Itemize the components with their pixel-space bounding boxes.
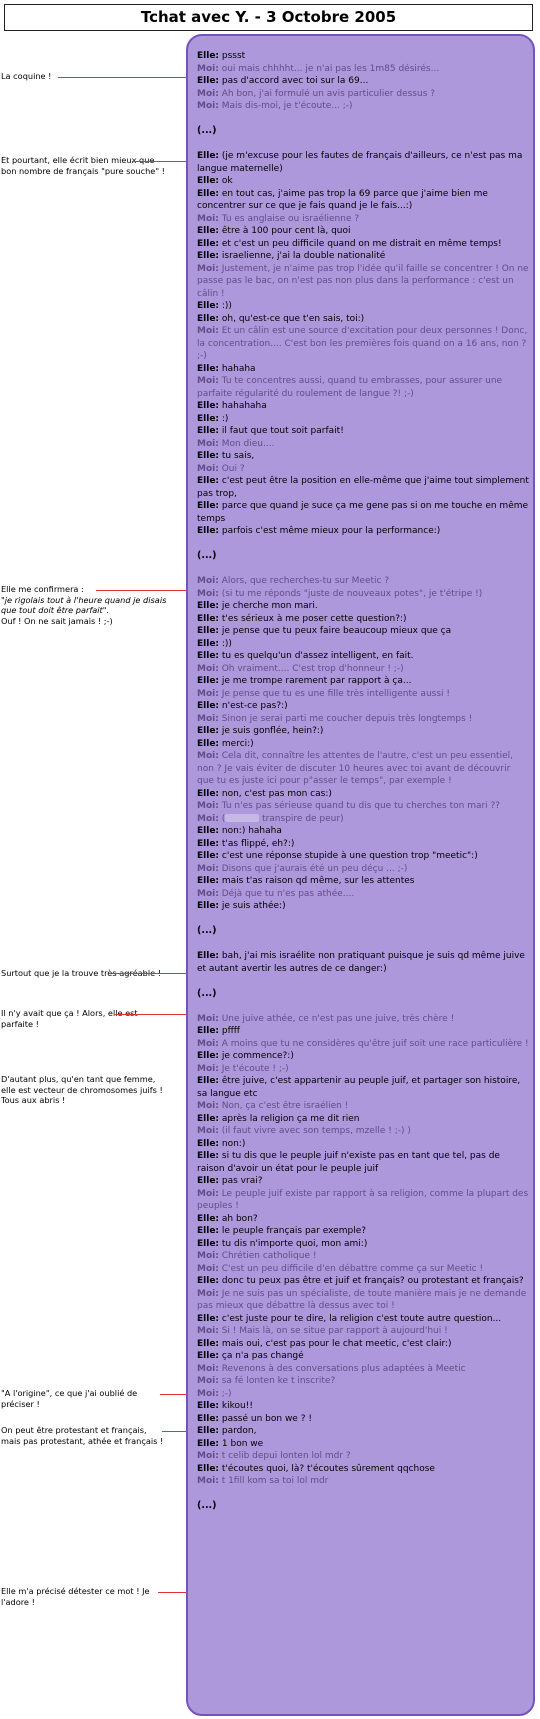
chat-spacer (197, 975, 529, 988)
message-text: ok (219, 176, 233, 186)
message-text: pffff (219, 1026, 241, 1036)
message-text: tu dis n'importe quoi, mon ami:) (219, 1238, 368, 1249)
chat-message-elle (197, 1213, 529, 1226)
chat-message-elle (197, 1075, 529, 1100)
message-text: hahahaha (219, 401, 267, 411)
speaker-label: Moi: (197, 1388, 219, 1399)
chat-message-elle (197, 1225, 529, 1238)
message-text: Oui ? (218, 463, 245, 474)
message-text: il faut que tout soit parfait! (219, 426, 344, 436)
message-text: tu sais, (219, 451, 255, 461)
annotation-connector (112, 973, 191, 974)
message-text: Mon dieu.... (218, 438, 275, 449)
chat-spacer (197, 563, 529, 576)
annotation-connector (96, 590, 191, 591)
speaker-label: Elle: (197, 301, 220, 311)
chat-spacer (197, 113, 529, 126)
chat-message-moi (197, 1263, 529, 1276)
message-text: Oh vraiment.... C'est trop d'honneur ! ;-) (218, 663, 404, 674)
chat-message-elle (197, 1438, 529, 1451)
message-text: ça n'a pas changé (219, 1351, 304, 1361)
chat-message-moi (197, 100, 529, 113)
speaker-label: Elle: (197, 1276, 220, 1286)
chat-message-moi (197, 1475, 529, 1488)
chat-message-elle (197, 675, 529, 688)
note-intro: Elle me confirmera : (1, 584, 84, 594)
message-text: après la religion ça me dit rien (219, 1113, 360, 1124)
chat-message-moi (197, 1388, 529, 1401)
chat-message-elle (197, 1413, 529, 1426)
chat-message-moi (197, 1363, 529, 1376)
message-text: mais t'as raison qd même, sur les attentes (219, 876, 415, 886)
speaker-label: Moi: (197, 1063, 219, 1074)
speaker-label: Elle: (197, 788, 220, 799)
chat-message-elle (197, 638, 529, 651)
chat-message-moi (197, 1125, 529, 1138)
speaker-label: Elle: (197, 838, 220, 849)
chat-ellipsis: (...) (197, 125, 217, 136)
speaker-label: Elle: (197, 1151, 220, 1161)
chat-message-moi (197, 375, 529, 400)
message-text: Tu es anglaise ou israélienne ? (218, 213, 360, 224)
chat-message-moi (197, 263, 529, 301)
speaker-label: Elle: (197, 601, 220, 611)
chat-ellipsis: (...) (197, 987, 217, 999)
chat-message-moi (197, 663, 529, 676)
speaker-label: Elle: (197, 651, 220, 661)
chat-spacer (197, 1488, 529, 1501)
message-text: pas vrai? (219, 1176, 263, 1186)
chat-message-moi (197, 88, 529, 101)
speaker-label: Moi: (197, 263, 219, 274)
speaker-label: Moi: (197, 376, 219, 386)
annotation-note: Surtout que je la trouve très agréable ! (1, 968, 162, 978)
message-text: :)) (219, 301, 232, 311)
speaker-label: Elle: (197, 1226, 220, 1236)
message-text: être à 100 pour cent là, quoi (219, 226, 351, 236)
chat-message-elle (197, 50, 529, 63)
message-text: Et un câlin est une source d'excitation pour deux personnes ! Donc, la concentration.... C'est bon les premières fois quand on a 16 ans, non ? ;-) (197, 326, 528, 361)
speaker-label: Elle: (197, 738, 220, 749)
chat-message-elle (197, 238, 529, 251)
speaker-label: Elle: (197, 851, 220, 861)
speaker-label: Elle: (197, 151, 220, 161)
speaker-label: Elle: (197, 726, 220, 736)
speaker-label: Elle: (197, 826, 220, 836)
message-text: Sinon je serai parti me coucher depuis très longtemps ! (218, 713, 473, 724)
message-text: Je pense que tu es une fille très intelligente aussi ! (218, 688, 450, 699)
message-text: transpire de peur) (259, 813, 344, 824)
message-text: c'est une réponse stupide à une question trop "meetic":) (219, 851, 478, 861)
speaker-label: Moi: (197, 63, 219, 74)
note-outro: Ouf ! On ne sait jamais ! ;-) (1, 615, 113, 626)
speaker-label: Elle: (197, 1051, 220, 1061)
speaker-label: Elle: (197, 413, 220, 424)
message-text: je suis athée:) (219, 901, 286, 911)
speaker-label: Moi: (197, 1126, 219, 1136)
page-title: Tchat avec Y. - 3 Octobre 2005 (4, 4, 533, 31)
annotation-note: On peut être protestant et français, mais pas protestant, athée et français ! (1, 1425, 164, 1446)
message-text: n'est-ce pas?:) (219, 701, 288, 711)
speaker-label: Moi: (197, 1451, 219, 1461)
chat-message-elle (197, 1338, 529, 1351)
chat-message-elle (197, 525, 529, 538)
chat-message-moi (197, 1375, 529, 1388)
chat-message-elle (197, 1425, 529, 1438)
speaker-label: Elle: (197, 1438, 220, 1449)
chat-spacer (197, 913, 529, 926)
chat-message-elle (197, 950, 529, 975)
chat-message-elle (197, 1150, 529, 1175)
speaker-label: Elle: (197, 613, 220, 624)
message-text: (je m'excuse pour les fautes de français d'ailleurs, ce n'est pas ma langue maternelle) (197, 151, 523, 174)
speaker-label: Moi: (197, 438, 219, 449)
message-text: (si tu me réponds "juste de nouveaux potes", je t'étripe !) (218, 588, 483, 599)
speaker-label: Moi: (197, 863, 219, 874)
speaker-label: Moi: (197, 576, 219, 586)
speaker-label: Elle: (197, 1313, 220, 1324)
chat-message-elle (197, 875, 529, 888)
speaker-label: Moi: (197, 713, 219, 724)
speaker-label: Elle: (197, 1351, 220, 1361)
message-text: je pense que tu peux faire beaucoup mieux que ça (219, 626, 452, 636)
message-text: Je ne suis pas un spécialiste, de toute manière mais je ne demande pas mieux que débattre là dessus avec toi ! (197, 1288, 527, 1311)
message-text: Non, ça c'est être israélien ! (218, 1101, 349, 1111)
speaker-label: Elle: (197, 1176, 220, 1186)
chat-message-elle (197, 788, 529, 801)
message-text: je commence?:) (219, 1051, 294, 1061)
message-text: pas d'accord avec toi sur la 69... (219, 76, 369, 86)
speaker-label: Elle: (197, 226, 220, 236)
message-text: je suis gonflée, hein?:) (219, 726, 324, 736)
speaker-label: Elle: (197, 501, 220, 511)
message-text: je me trompe rarement par rapport à ça... (219, 676, 412, 686)
message-text: Déjà que tu n'es pas athée.... (218, 888, 355, 899)
message-text: ( (218, 813, 226, 824)
chat-message-elle (197, 613, 529, 626)
speaker-label: Elle: (197, 176, 220, 186)
chat-message-moi (197, 1013, 529, 1026)
speaker-label: Moi: (197, 1013, 219, 1024)
chat-spacer (197, 938, 529, 951)
chat-message-elle (197, 625, 529, 638)
message-text: Tu te concentres aussi, quand tu embrasses, pour assurer une parfaite régularité du roulement de langue ?! ;-) (197, 376, 503, 399)
chat-message-elle (197, 850, 529, 863)
chat-message-moi (197, 1288, 529, 1313)
message-text: Disons que j'aurais été un peu déçu ... ;-) (218, 863, 408, 874)
message-text: A moins que tu ne considères qu'être juif soit une race particulière ! (218, 1038, 529, 1049)
annotation-note: La coquine ! (1, 71, 52, 81)
message-text: je cherche mon mari. (219, 601, 318, 611)
speaker-label: Moi: (197, 1326, 219, 1336)
speaker-label: Elle: (197, 1413, 220, 1424)
chat-message-elle (197, 650, 529, 663)
message-text: Ah bon, j'ai formulé un avis particulier dessus ? (218, 88, 436, 99)
speaker-label: Elle: (197, 426, 220, 436)
message-text: hahaha (219, 363, 256, 374)
chat-message-moi (197, 325, 529, 363)
speaker-label: Moi: (197, 1363, 219, 1374)
speaker-label: Moi: (197, 1101, 219, 1111)
chat-message-moi (197, 438, 529, 451)
chat-message-elle (197, 1050, 529, 1063)
message-text: oui mais chhhht... je n'ai pas les 1m85 désirés... (218, 63, 440, 74)
message-text: :)) (219, 638, 232, 649)
message-text: kikou!! (219, 1401, 253, 1411)
message-text: 1 bon we (219, 1438, 264, 1449)
speaker-label: Moi: (197, 1288, 219, 1299)
message-text: Chrétien catholique ! (218, 1251, 317, 1261)
chat-message-elle (197, 738, 529, 751)
speaker-label: Elle: (197, 701, 220, 711)
chat-message-moi (197, 888, 529, 901)
message-text: (il faut vivre avec son temps, mzelle ! ;-) ) (218, 1126, 411, 1136)
chat-message-elle (197, 300, 529, 313)
chat-message-moi (197, 1250, 529, 1263)
chat-message-moi (197, 213, 529, 226)
speaker-label: Elle: (197, 876, 220, 886)
speaker-label: Moi: (197, 1251, 219, 1261)
speaker-label: Moi: (197, 213, 219, 224)
chat-message-moi (197, 588, 529, 601)
speaker-label: Elle: (197, 1238, 220, 1249)
speaker-label: Moi: (197, 663, 219, 674)
chat-message-moi (197, 713, 529, 726)
message-text: C'est un peu difficile d'en débattre comme ça sur Meetic ! (218, 1263, 484, 1274)
chat-message-elle (197, 838, 529, 851)
speaker-label: Elle: (197, 401, 220, 411)
message-text: non, c'est pas mon cas:) (219, 788, 332, 799)
chat-message-moi (197, 813, 529, 826)
message-text: c'est peut être la position en elle-même que j'aime tout simplement pas trop, (197, 476, 529, 499)
chat-message-elle (197, 1313, 529, 1326)
speaker-label: Elle: (197, 188, 220, 199)
speaker-label: Moi: (197, 801, 219, 811)
message-text: le peuple français par exemple? (219, 1226, 367, 1236)
message-text: bah, j'ai mis israélite non pratiquant puisque je suis qd même juive et autant avertir les autres de ce danger:) (197, 951, 525, 974)
chat-message-elle (197, 313, 529, 326)
chat-message-elle (197, 175, 529, 188)
message-text: t'as flippé, eh?:) (219, 838, 295, 849)
message-text: parfois c'est même mieux pour la performance:) (219, 526, 441, 536)
annotation-note: Il n'y avait que ça ! Alors, elle est parfaite ! (1, 1008, 138, 1029)
message-text: t 1fill kom sa toi lol mdr (218, 1476, 329, 1486)
speaker-label: Elle: (197, 1138, 220, 1149)
speaker-label: Elle: (197, 1213, 220, 1224)
message-text: Je t'écoute ! ;-) (218, 1063, 289, 1074)
message-text: Le peuple juif existe par rapport à sa religion, comme la plupart des peuples ! (197, 1188, 529, 1211)
chat-message-elle (197, 725, 529, 738)
chat-message-elle (197, 413, 529, 426)
message-text: donc tu peux pas être et juif et français? ou protestant et français? (219, 1276, 524, 1286)
chat-message-elle (197, 500, 529, 525)
speaker-label: Elle: (197, 1401, 220, 1411)
speaker-label: Moi: (197, 1476, 219, 1486)
message-text: t celib depui lonten lol mdr ? (218, 1451, 351, 1461)
chat-lines (197, 50, 529, 1513)
message-text: Justement, je n'aime pas trop l'idée qu'il faille se concentrer ! On ne passe pas le bac, on n'est pas non plus dans la performance : c'est un câlin ! (197, 263, 529, 299)
speaker-label: Elle: (197, 251, 220, 261)
chat-message-elle (197, 600, 529, 613)
speaker-label: Elle: (197, 1026, 220, 1036)
chat-message-elle (197, 1113, 529, 1126)
message-text: Cela dit, connaître les attentes de l'autre, c'est un peu essentiel, non ? Je vais éviter de discuter 10 heures avec toi avant de découvrir que tu es juste ici pour p"asser le temps", par exemple ! (197, 751, 513, 786)
message-text: mais oui, c'est pas pour le chat meetic, c'est clair:) (219, 1338, 452, 1349)
message-text: c'est juste pour te dire, la religion c'est toute autre question... (219, 1313, 502, 1324)
chat-message-elle (197, 1275, 529, 1288)
message-text: ;-) (218, 1388, 232, 1399)
message-text: Alors, que recherches-tu sur Meetic ? (218, 576, 390, 586)
chat-transcript-panel (186, 34, 535, 1716)
speaker-label: Moi: (197, 751, 219, 761)
speaker-label: Moi: (197, 1038, 219, 1049)
redacted-name (225, 814, 259, 822)
chat-message-elle (197, 75, 529, 88)
chat-message-elle (197, 1400, 529, 1413)
chat-message-elle (197, 363, 529, 376)
chat-message-moi (197, 575, 529, 588)
speaker-label: Elle: (197, 1076, 220, 1086)
annotation-note: Et pourtant, elle écrit bien mieux que bon nombre de français "pure souche" ! (1, 155, 165, 176)
chat-ellipsis: (...) (197, 1500, 217, 1511)
speaker-label: Moi: (197, 463, 219, 474)
speaker-label: Elle: (197, 1426, 220, 1436)
speaker-label: Elle: (197, 526, 220, 536)
message-text: pssst (219, 51, 246, 61)
speaker-label: Elle: (197, 1463, 220, 1474)
annotation-note: D'autant plus, qu'en tant que femme, elle est vecteur de chromosomes juifs ! Tous aux abris ! (1, 1074, 163, 1106)
chat-message-elle (197, 225, 529, 238)
chat-message-elle (197, 700, 529, 713)
speaker-label: Elle: (197, 626, 220, 636)
chat-message-moi (197, 1450, 529, 1463)
speaker-label: Moi: (197, 1263, 219, 1274)
message-text: passé un bon we ? ! (219, 1413, 312, 1424)
chat-message-moi (197, 463, 529, 476)
message-text: t'es sérieux à me poser cette question?:) (219, 613, 407, 624)
speaker-label: Elle: (197, 76, 220, 86)
chat-ellipsis: (...) (197, 925, 217, 936)
speaker-label: Moi: (197, 888, 219, 899)
chat-message-elle (197, 1138, 529, 1151)
speaker-label: Moi: (197, 88, 219, 99)
message-text: :) (219, 413, 229, 424)
speaker-label: Elle: (197, 451, 220, 461)
speaker-label: Elle: (197, 313, 220, 324)
speaker-label: Elle: (197, 51, 220, 61)
message-text: non:) (219, 1138, 246, 1149)
annotation-connector (58, 77, 191, 78)
annotation-note: "A l'origine", ce que j'ai oublié de préciser ! (1, 1388, 138, 1409)
speaker-label: Moi: (197, 101, 219, 111)
chat-message-elle (197, 150, 529, 175)
message-text: sa fé lonten ke t inscrite? (218, 1376, 336, 1386)
message-text: tu es quelqu'un d'assez intelligent, en fait. (219, 651, 414, 661)
speaker-label: Moi: (197, 326, 219, 336)
chat-ellipsis: (...) (197, 550, 217, 561)
chat-message-moi (197, 800, 529, 813)
chat-message-elle (197, 400, 529, 413)
speaker-label: Elle: (197, 951, 220, 961)
chat-message-elle (197, 1238, 529, 1251)
note-quote: "je rigolais tout à l'heure quand je disais que tout doit être parfait". (1, 594, 167, 616)
chat-message-elle (197, 825, 529, 838)
annotation-note: Elle m'a précisé détester ce mot ! Je l'adore ! (1, 1586, 150, 1607)
chat-message-moi (197, 1188, 529, 1213)
chat-message-moi (197, 63, 529, 76)
speaker-label: Elle: (197, 901, 220, 911)
speaker-label: Moi: (197, 588, 219, 599)
message-text: t'écoutes quoi, là? t'écoutes sûrement qqchose (219, 1463, 435, 1474)
speaker-label: Moi: (197, 688, 219, 699)
chat-message-moi (197, 1100, 529, 1113)
chat-message-elle (197, 425, 529, 438)
chat-message-moi (197, 1063, 529, 1076)
message-text: israelienne, j'ai la double nationalité (219, 251, 386, 261)
speaker-label: Moi: (197, 1188, 219, 1199)
message-text: non:) hahaha (219, 826, 282, 836)
message-text: merci:) (219, 738, 254, 749)
chat-message-elle (197, 450, 529, 463)
chat-message-moi (197, 863, 529, 876)
chat-message-elle (197, 1350, 529, 1363)
chat-spacer (197, 138, 529, 151)
message-text: Si ! Mais là, on se situe par rapport à aujourd'hui ! (218, 1326, 448, 1336)
speaker-label: Elle: (197, 1113, 220, 1124)
speaker-label: Elle: (197, 638, 220, 649)
message-text: Revenons à des conversations plus adaptées à Meetic (218, 1363, 466, 1374)
annotation-connector (115, 1014, 191, 1015)
chat-message-elle (197, 1175, 529, 1188)
message-text: ah bon? (219, 1213, 258, 1224)
message-text: pardon, (219, 1426, 257, 1436)
message-text: Une juive athée, ce n'est pas une juive, très chère ! (218, 1013, 455, 1024)
speaker-label: Moi: (197, 1376, 219, 1386)
speaker-label: Elle: (197, 363, 220, 374)
message-text: oh, qu'est-ce que t'en sais, toi:) (219, 313, 365, 324)
message-text: si tu dis que le peuple juif n'existe pas en tant que tel, pas de raison d'avoir un état pour le peuple juif (197, 1151, 500, 1174)
chat-message-elle (197, 1025, 529, 1038)
chat-message-elle (197, 250, 529, 263)
chat-message-elle (197, 475, 529, 500)
chat-message-elle (197, 1463, 529, 1476)
chat-message-moi (197, 688, 529, 701)
chat-spacer (197, 538, 529, 551)
chat-message-moi (197, 1325, 529, 1338)
message-text: en tout cas, j'aime pas trop la 69 parce que j'aime bien me concentrer sur ce que je fais quand je le fais...:) (197, 188, 488, 211)
speaker-label: Elle: (197, 1338, 220, 1349)
message-text: et c'est un peu difficile quand on me distrait en même temps! (219, 238, 502, 249)
message-text: parce que quand je suce ça me gene pas si on me touche en même temps (197, 501, 529, 524)
chat-message-moi (197, 750, 529, 788)
chat-message-elle (197, 188, 529, 213)
annotation-connector (132, 161, 191, 162)
message-text: être juive, c'est appartenir au peuple juif, et partager son histoire, sa langue etc (197, 1076, 521, 1099)
speaker-label: Elle: (197, 476, 220, 486)
message-text: Tu n'es pas sérieuse quand tu dis que tu cherches ton mari ?? (218, 801, 501, 811)
speaker-label: Moi: (197, 813, 219, 824)
chat-message-moi (197, 1038, 529, 1051)
chat-spacer (197, 1000, 529, 1013)
chat-message-elle (197, 900, 529, 913)
speaker-label: Elle: (197, 238, 220, 249)
speaker-label: Elle: (197, 676, 220, 686)
message-text: Mais dis-moi, je t'écoute... ;-) (218, 101, 353, 111)
